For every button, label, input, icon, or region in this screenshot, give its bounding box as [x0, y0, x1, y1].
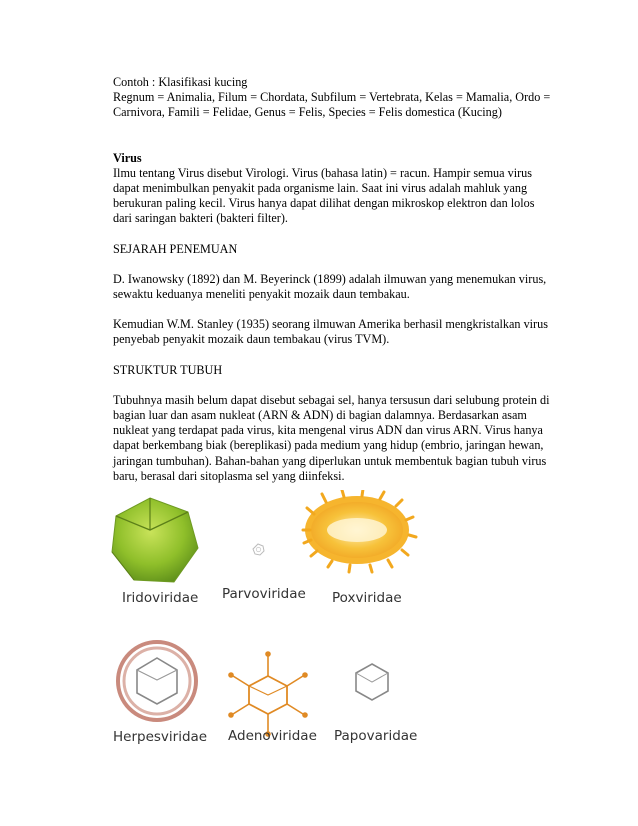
virus-paragraph: Ilmu tentang Virus disebut Virologi. Virus (bahasa latin) = racun. Hampir semua virus dapat menimbulkan penyakit pada organisme lain. Saat ini virus adalah mahluk yang berukuran paling kecil. Virus hanya dapat dilihat dengan mikroskop elektron dan lolos dari saringan bakteri (bakteri filter). [113, 165, 535, 226]
label-herpesviridae: Herpesviridae [113, 729, 208, 745]
structure-heading: STRUKTUR TUBUH [113, 362, 223, 377]
history-paragraph-1: D. Iwanowsky (1892) dan M. Beyerinck (1899) adalah ilmuwan yang menemukan virus, sewaktu keduanya meneliti penyakit mozaik daun tembakau. [113, 271, 547, 302]
label-papovaridae: Papovaridae [334, 728, 418, 744]
history-paragraph-2: Kemudian W.M. Stanley (1935) seorang ilmuwan Amerika berhasil mengkristalkan virus penyebab penyakit mozaik daun tembakau (virus TVM). [113, 317, 548, 347]
herpesviridae-illustration [118, 642, 196, 720]
label-parvoviridae: Parvoviridae [222, 586, 306, 602]
label-iridoviridae: Iridoviridae [122, 590, 199, 606]
adenoviridae-illustration [228, 651, 308, 737]
structure-paragraph: Tubuhnya masih belum dapat disebut sebagai sel, hanya tersusun dari selubung protein di bagian luar dan asam nukleat (ARN & ADN) di bagian dalamnya. Berdasarkan asam nukleat yang terdapat pada virus, kita mengenal virus ADN dan virus ARN. Virus hanya dapat berkembang biak (bereplikasi) pada medium yang hidup (embrio, jaringan hewan, jaringan tumbuhan). Bahan-bahan yang diperlukan untuk membentuk bagian tubuh virus baru, berasal dari sitoplasma sel yang diinfeksi. [113, 392, 550, 483]
label-adenoviridae: Adenoviridae [228, 728, 317, 744]
virus-heading: Virus [113, 150, 142, 165]
classification-paragraph: Regnum = Animalia, Filum = Chordata, Subfilum = Vertebrata, Kelas = Mamalia, Ordo = Carnivora, Famili = Felidae, Genus = Felis, Species = Felis domestica (Kucing) [113, 90, 551, 120]
parvoviridae-illustration [253, 544, 264, 555]
virus-illustrations [100, 490, 540, 760]
virus-families-figure [100, 490, 540, 760]
label-poxviridae: Poxviridae [332, 590, 402, 606]
history-heading: SEJARAH PENEMUAN [113, 241, 238, 256]
papovaridae-illustration [356, 664, 388, 700]
iridoviridae-illustration [112, 498, 198, 582]
example-title: Contoh : Klasifikasi kucing [113, 75, 248, 89]
poxviridae-illustration [303, 490, 416, 572]
document-text [113, 75, 553, 484]
